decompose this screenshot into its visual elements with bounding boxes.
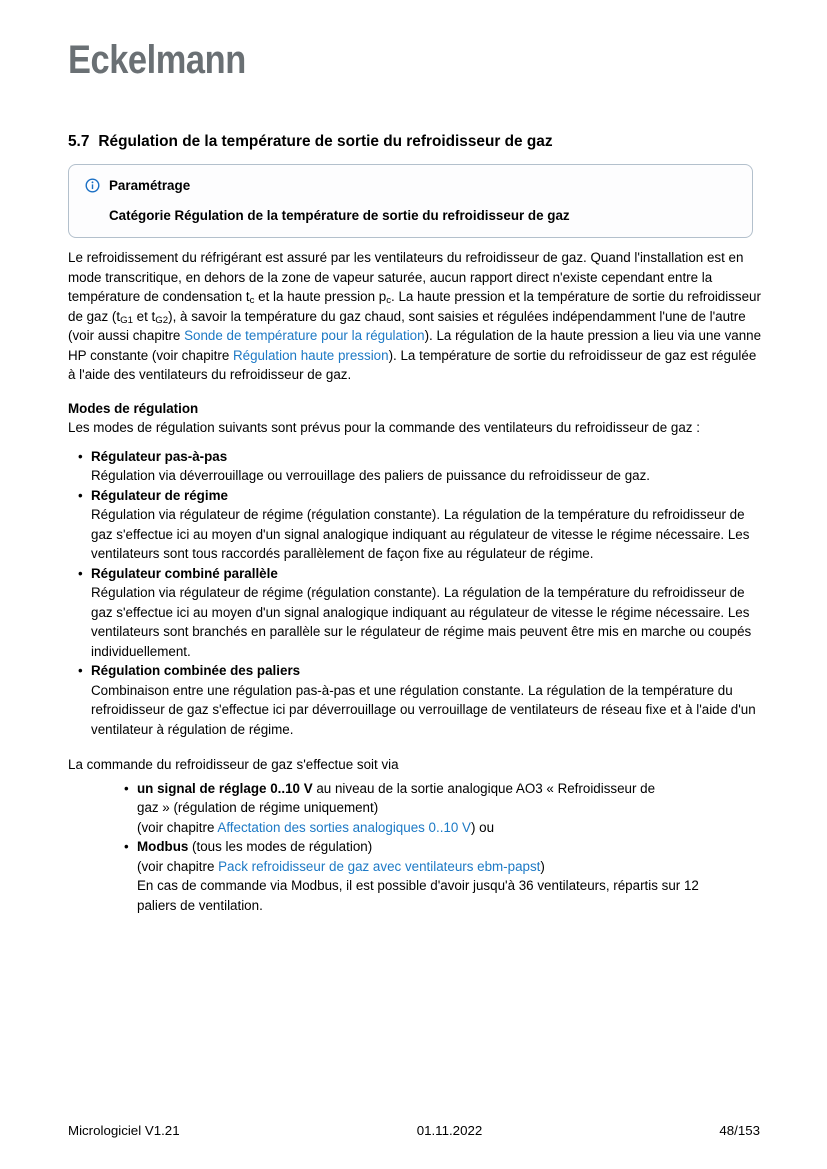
text-segment: ), à savoir la température du gaz chaud, sont saisies et régulées indépendamment l'une de l'autre (voir aussi chapitre [68,308,746,343]
bold-text: un signal de réglage 0..10 V [137,780,313,796]
modes-heading: Modes de régulation [68,400,199,416]
section-heading [68,132,765,151]
list-item [124,779,765,838]
footer-firmware-version: Micrologiciel V1.21 [68,1123,180,1138]
text-segment: (voir chapitre [137,858,219,874]
bullet-icon: • [78,565,83,581]
text-segment: gaz » (régulation de régime uniquement) [137,800,379,815]
command-list [68,779,765,916]
subscript-text: c [386,295,392,307]
info-box-title: Paramétrage [109,178,191,193]
bullet-icon: • [124,839,129,854]
info-icon [85,178,100,193]
text-segment: ). La température de sortie du refroidisseur de gaz est régulée à l'aide des ventilateurs du refroidisseur de gaz. [68,347,757,382]
info-box-category: Catégorie Régulation de la température de sortie du refroidisseur de gaz [109,207,570,223]
text-segment: (voir chapitre [137,819,218,835]
text-segment: et la haute pression p [254,289,387,304]
modes-intro: Les modes de régulation suivants sont prévus pour la commande des ventilateurs du refroidisseur de gaz : [68,420,700,435]
intro-paragraph [68,248,765,385]
text-segment: Le refroidissement du réfrigérant est assuré par les ventilateurs du refroidisseur de gaz. Quand l'installation est en mode transcritique, en dehors de la zone de vapeur saturée, aucun rapport direct n'existe cependant entre la température de condensation t [68,250,744,304]
footer-date: 01.11.2022 [416,1123,483,1138]
bold-text: Modbus [137,839,189,854]
mode-title: Régulateur de régime [91,487,228,503]
bullet-icon: • [78,487,83,503]
mode-title: Régulateur pas-à-pas [91,448,228,464]
footer-page-number: 48/153 [719,1123,760,1138]
list-item [78,661,765,739]
bullet-icon: • [78,448,83,464]
text-segment: (tous les modes de régulation) [188,839,373,854]
list-item [78,564,765,662]
text-segment: ). La régulation de la haute pression a lieu via une vanne HP constante (voir chapitre [68,328,762,363]
text-segment: ) ou [471,819,495,835]
text-segment: au niveau de la sortie analogique AO3 « Refroidisseur de [312,780,656,796]
section-title: Régulation de la température de sortie du refroidisseur de gaz [98,133,553,150]
command-option [137,779,762,838]
modes-list [68,447,765,740]
text-segment: paliers de ventilation. [137,897,263,913]
bullet-icon: • [78,663,83,678]
list-item [78,447,765,486]
mode-description: Régulation via déverrouillage ou verrouillage des paliers de puissance du refroidisseur de gaz. [91,468,651,483]
text-segment: ) [540,858,545,874]
text-segment: En cas de commande via Modbus, il est possible d'avoir jusqu'à 36 ventilateurs, répartis sur 12 [137,878,699,893]
page-footer [68,1122,760,1139]
chapter-link[interactable]: Sonde de température pour la régulation [184,328,425,343]
info-box [68,164,753,238]
section-number: 5.7 [68,133,90,150]
mode-description: Régulation via régulateur de régime (régulation constante). La régulation de la température du refroidisseur de gaz s'effectue ici au moyen d'un signal analogique indiquant au régulateur de vitesse le régime nécessaire. Les ventilateurs sont branchés en parallèle sur le régulateur de régime mais peuvent être mis en marche ou coupés individuellement. [91,585,752,659]
subscript-text: G2 [155,314,169,326]
text-segment: . La haute pression et la température de sortie du refroidisseur de gaz (t [68,289,761,324]
command-option [137,837,762,915]
mode-title: Régulateur combiné parallèle [91,565,278,581]
bullet-icon: • [124,780,129,796]
subscript-text: c [249,295,255,307]
subscript-text: G1 [120,314,133,326]
mode-description: Combinaison entre une régulation pas-à-pas et une régulation constante. La régulation de la température du refroidisseur de gaz s'effectue ici par déverrouillage ou verrouillage de ventilateurs de réseau fixe et à l'aide d'un ventilateur à régulation de régime. [91,682,756,737]
chapter-link[interactable]: Régulation haute pression [232,347,389,363]
eckelmann-logo: Eckelmann [68,38,246,82]
mode-description: Régulation via régulateur de régime (régulation constante). La régulation de la température du refroidisseur de gaz s'effectue ici au moyen d'un signal analogique indiquant au régulateur de vitesse le régime nécessaire. Les ventilateurs sont tous raccordés parallèlement de façon fixe au régulateur de régime. [91,507,750,561]
list-item [78,486,765,564]
list-item [124,837,765,915]
text-segment: et t [132,308,156,324]
chapter-link[interactable]: Pack refroidisseur de gaz avec ventilateurs ebm-papst [218,858,541,874]
command-intro: La commande du refroidisseur de gaz s'effectue soit via [68,757,399,772]
chapter-link[interactable]: Affectation des sorties analogiques 0..10 V [217,819,471,835]
mode-title: Régulation combinée des paliers [91,663,301,678]
